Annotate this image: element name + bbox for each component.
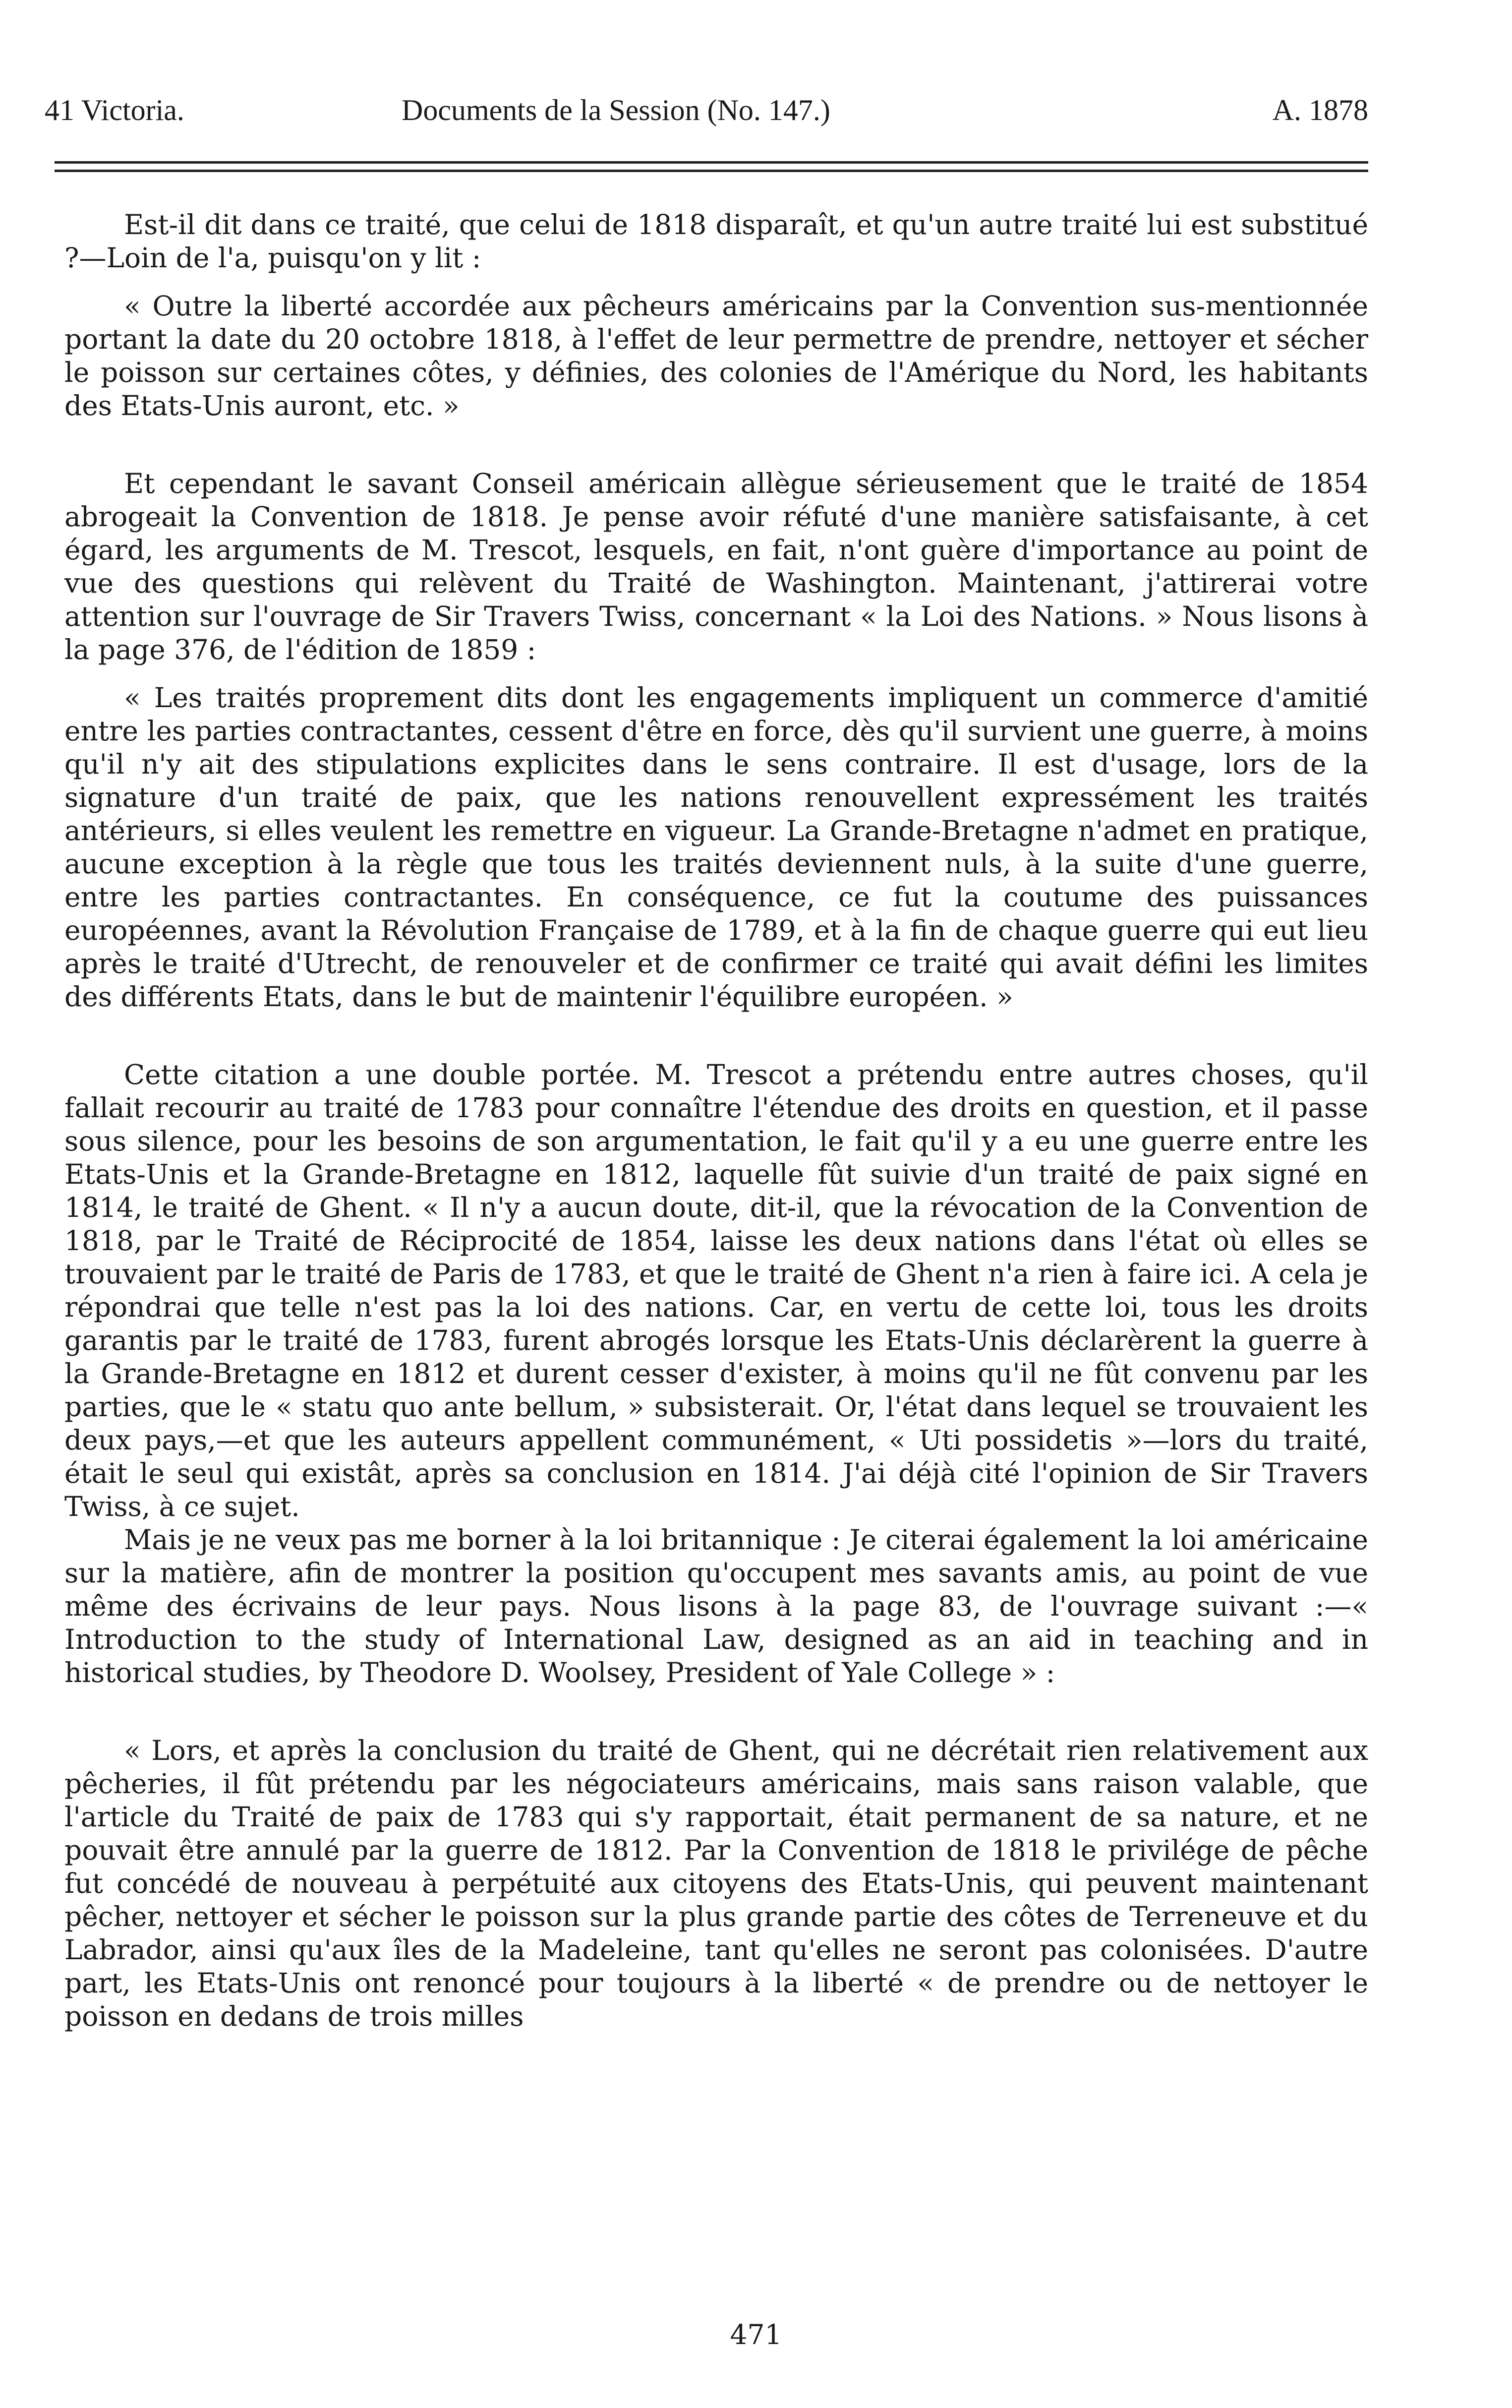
quote-3: « Lors, et après la conclusion du traité de Ghent, qui ne décrétait rien relativement aux pêcheries, il fût prétendu par les négociateurs américains, mais sans raison valable, que l'article du Traité de paix de 1783 qui s'y rapportait, était permanent de sa nature, et ne pouvait être annulé par la guerre de 1812. Par la Convention de 1818 le privilége de pêche fut concédé de nouveau à perpétuité aux citoyens des Etats-Unis, qui peuvent maintenant pêcher, nettoyer et sécher le poisson sur la plus grande partie des côtes de Terreneuve et du Labrador, ainsi qu'aux îles de la Madeleine, tant qu'elles ne seront pas colonisées. D'autre part, les Etats-Unis ont renoncé pour toujours à la liberté « de prendre ou de nettoyer le poisson en dedans de trois milles xyxy=(64,1735,1368,2032)
header-year: A. 1878 xyxy=(1272,94,1368,126)
quote-1: « Outre la liberté accordée aux pêcheurs américains par la Convention sus-mentionnée portant la date du 20 octobre 1818, à l'effet de leur permettre de prendre, nettoyer et sécher le poisson sur certaines côtes, y définies, des colonies de l'Amérique du Nord, les habitants des Etats-Unis auront, etc. » xyxy=(64,290,1368,421)
paragraph-3: Cette citation a une double portée. M. Trescot a prétendu entre autres choses, qu'il fallait recourir au traité de 1783 pour connaître l'étendue des droits en question, et il passe sous silence, pour les besoins de son argumentation, le fait qu'il y a eu une guerre entre les Etats-Unis et la Grande-Bretagne en 1812, laquelle fût suivie d'un traité de paix signé en 1814, le traité de Ghent. « Il n'y a aucun doute, dit-il, que la révocation de la Convention de 1818, par le Traité de Réciprocité de 1854, laisse les deux nations dans l'état où elles se trouvaient par le traité de Paris de 1783, et que le traité de Ghent n'a rien à faire ici. A cela je répondrai que telle n'est pas la loi des nations. Car, en vertu de cette loi, tous les droits garantis par le traité de 1783, furent abrogés lorsque les Etats-Unis déclarèrent la guerre à la Grande-Bretagne en 1812 et durent cesser d'exister, à moins qu'il ne fût convenu par les parties, que le « statu quo ante bellum, » subsisterait. Or, l'état dans lequel se trouvaient les deux pays,—et que les auteurs appellent communément, « Uti possidetis »—lors du traité, était le seul qui existât, après sa conclusion en 1814. J'ai déjà cité l'opinion de Sir Travers Twiss, à ce sujet. xyxy=(64,1059,1368,1522)
header-volume: 41 Victoria. xyxy=(45,94,184,126)
header-rule-bottom xyxy=(55,170,1368,172)
paragraph-1: Est-il dit dans ce traité, que celui de 1818 disparaît, et qu'un autre traité lui est substitué ?—Loin de l'a, puisqu'on y lit : xyxy=(64,209,1368,274)
header-rule-top xyxy=(55,161,1368,164)
header-title: Documents de la Session (No. 147.) xyxy=(402,94,830,126)
paragraph-2: Et cependant le savant Conseil américain allègue sérieusement que le traité de 1854 abrogeait la Convention de 1818. Je pense avoir réfuté d'une manière satisfaisante, à cet égard, les arguments de M. Trescot, lesquels, en fait, n'ont guère d'importance au point de vue des questions qui relèvent du Traité de Washington. Maintenant, j'attirerai votre attention sur l'ouvrage de Sir Travers Twiss, concernant « la Loi des Nations. » Nous lisons à la page 376, de l'édition de 1859 : xyxy=(64,468,1368,665)
paragraph-4: Mais je ne veux pas me borner à la loi britannique : Je citerai également la loi américaine sur la matière, afin de montrer la position qu'occupent mes savants amis, au point de vue même des écrivains de leur pays. Nous lisons à la page 83, de l'ouvrage suivant :—« Introduction to the study of International Law, designed as an aid in teaching and in historical studies, by Theodore D. Woolsey, President of Yale College » : xyxy=(64,1524,1368,1688)
quote-2: « Les traités proprement dits dont les engagements impliquent un commerce d'amitié entre les parties contractantes, cessent d'être en force, dès qu'il survient une guerre, à moins qu'il n'y ait des stipulations explicites dans le sens contraire. Il est d'usage, lors de la signature d'un traité de paix, que les nations renouvellent expressément les traités antérieurs, si elles veulent les remettre en vigueur. La Grande-Bretagne n'admet en pratique, aucune exception à la règle que tous les traités deviennent nuls, à la suite d'une guerre, entre les parties contractantes. En conséquence, ce fut la coutume des puissances européennes, avant la Révolution Française de 1789, et à la fin de chaque guerre qui eut lieu après le traité d'Utrecht, de renouveler et de confirmer ce traité qui avait défini les limites des différents Etats, dans le but de maintenir l'équilibre européen. » xyxy=(64,682,1368,1013)
body-text xyxy=(64,208,1368,2033)
running-header xyxy=(45,90,1388,145)
page-number: 471 xyxy=(730,2319,782,2350)
